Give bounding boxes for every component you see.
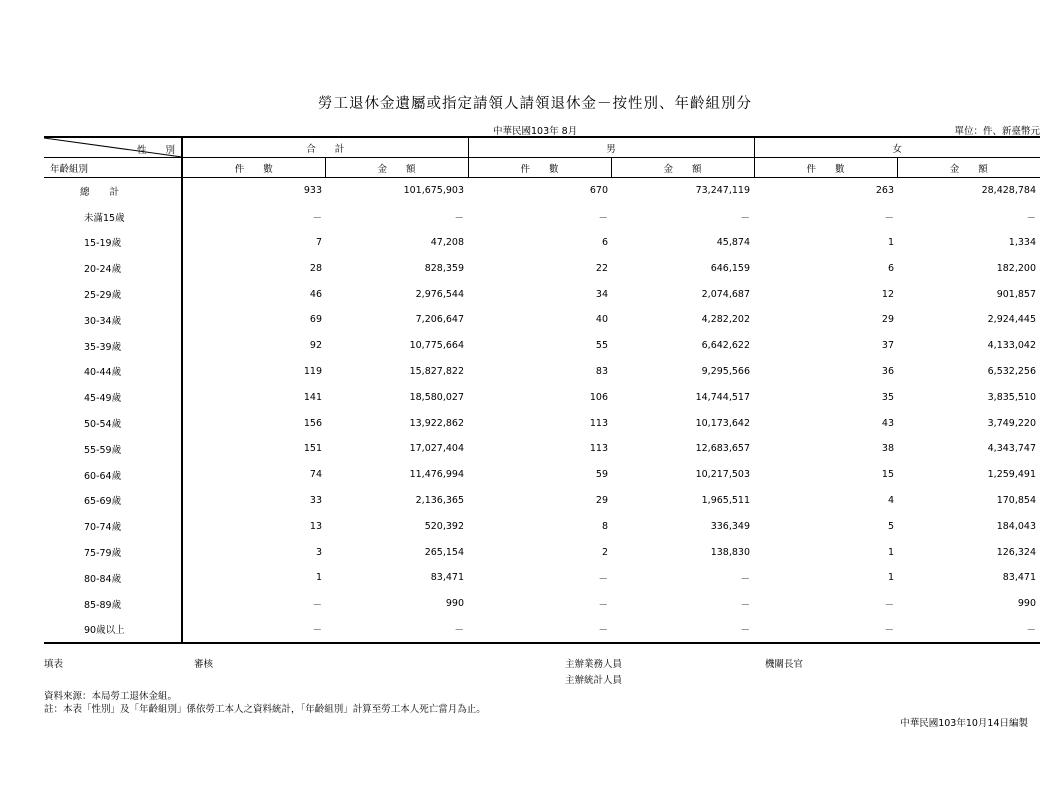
table-row — [44, 410, 1040, 436]
male-amount-cell: 10,217,503 — [695, 469, 750, 481]
total-count-cell: 151 — [303, 443, 322, 455]
table-row — [44, 436, 1040, 462]
total-amount-cell: 10,775,664 — [409, 340, 464, 352]
total-amount-cell: 83,471 — [430, 572, 464, 584]
total-count-cell: － — [312, 212, 322, 224]
female-amount-cell: － — [1026, 212, 1036, 224]
report-date: 中華民國103年 8月 — [493, 126, 578, 137]
total-amount-cell: － — [454, 212, 464, 224]
male-amount-cell: 646,159 — [710, 262, 750, 274]
male-count-cell: 106 — [589, 391, 608, 403]
group-female-header: 女 — [754, 138, 1040, 158]
male-amount-cell: － — [740, 599, 750, 611]
age-group-label: 60-64歲 — [44, 462, 182, 488]
male-count-cell: － — [598, 573, 608, 585]
female-amount-cell: 182,200 — [996, 262, 1036, 274]
count-header: 件 數 — [182, 158, 325, 178]
table-row — [44, 591, 1040, 617]
total-count-cell: 156 — [303, 417, 322, 429]
male-count-cell: 34 — [595, 288, 608, 300]
male-count-cell: － — [598, 599, 608, 611]
male-amount-cell: 73,247,119 — [695, 185, 750, 197]
age-group-label: 總計 — [44, 178, 182, 204]
female-count-cell: 5 — [887, 520, 894, 532]
stats-officer-label: 主辦統計人員 — [565, 675, 623, 686]
source-note: 資料來源：本局勞工退休金組。 — [44, 691, 178, 702]
age-group-label: 未滿15歲 — [44, 204, 182, 230]
total-amount-cell: 17,027,404 — [409, 443, 464, 455]
male-count-cell: 29 — [595, 494, 608, 506]
female-count-cell: 35 — [881, 391, 894, 403]
male-amount-cell: 14,744,517 — [695, 391, 750, 403]
male-count-cell: 83 — [595, 365, 608, 377]
female-count-cell: 263 — [875, 185, 894, 197]
female-amount-cell: 184,043 — [996, 520, 1036, 532]
total-amount-cell: 2,976,544 — [415, 288, 464, 300]
age-group-header: 年齡組別 — [44, 158, 182, 178]
total-count-cell: 92 — [309, 340, 322, 352]
female-count-cell: 1 — [887, 572, 894, 584]
female-amount-cell: 6,532,256 — [987, 365, 1036, 377]
total-count-cell: 74 — [309, 469, 322, 481]
age-group-label: 55-59歲 — [44, 436, 182, 462]
female-count-cell: 15 — [881, 469, 894, 481]
age-group-label: 80-84歲 — [44, 565, 182, 591]
total-amount-cell: 2,136,365 — [415, 494, 464, 506]
table-row — [44, 178, 1040, 204]
age-group-label: 45-49歲 — [44, 384, 182, 410]
male-count-cell: 40 — [595, 314, 608, 326]
female-amount-cell: 170,854 — [996, 494, 1036, 506]
female-amount-cell: 990 — [1017, 598, 1036, 610]
female-count-cell: － — [884, 599, 894, 611]
male-count-cell: 113 — [589, 443, 608, 455]
female-amount-cell: 4,343,747 — [987, 443, 1036, 455]
age-group-label: 15-19歲 — [44, 230, 182, 256]
female-amount-cell: 83,471 — [1002, 572, 1036, 584]
table-row — [44, 462, 1040, 488]
business-officer-label: 主辦業務人員 — [565, 659, 623, 670]
age-group-label: 50-54歲 — [44, 410, 182, 436]
male-count-cell: 8 — [601, 520, 608, 532]
total-count-cell: 69 — [309, 314, 322, 326]
female-count-cell: － — [884, 625, 894, 637]
female-count-cell: － — [884, 212, 894, 224]
total-count-cell: 33 — [309, 494, 322, 506]
group-total-header: 合 計 — [182, 138, 468, 158]
table-row — [44, 230, 1040, 256]
male-amount-cell: 1,965,511 — [701, 494, 750, 506]
age-group-label: 35-39歲 — [44, 333, 182, 359]
age-group-label: 65-69歲 — [44, 488, 182, 514]
total-amount-cell: 265,154 — [424, 546, 464, 558]
reviewer-label: 審核 — [194, 659, 214, 670]
female-count-cell: 38 — [881, 443, 894, 455]
male-amount-cell: － — [740, 625, 750, 637]
total-amount-cell: 15,827,822 — [409, 365, 464, 377]
age-group-label: 40-44歲 — [44, 359, 182, 385]
male-amount-cell: 2,074,687 — [701, 288, 750, 300]
table-row — [44, 384, 1040, 410]
table-row — [44, 307, 1040, 333]
male-count-cell: 113 — [589, 417, 608, 429]
age-group-label: 30-34歲 — [44, 307, 182, 333]
total-amount-cell: 101,675,903 — [403, 185, 464, 197]
age-group-label: 25-29歲 — [44, 281, 182, 307]
group-male-header: 男 — [468, 138, 754, 158]
compiled-date: 中華民國103年10月14日編製 — [900, 718, 1028, 729]
male-amount-cell: 12,683,657 — [695, 443, 750, 455]
female-amount-cell: 3,749,220 — [987, 417, 1036, 429]
female-amount-cell: 28,428,784 — [981, 185, 1036, 197]
table-row — [44, 204, 1040, 230]
table-row — [44, 565, 1040, 591]
male-count-cell: 6 — [601, 236, 608, 248]
table-row — [44, 255, 1040, 281]
table-row — [44, 333, 1040, 359]
female-count-cell: 43 — [881, 417, 894, 429]
report-title: 勞工退休金遺屬或指定請領人請領退休金－按性別、年齡組別分 — [318, 96, 752, 112]
unit-label: 單位：件、新臺幣元 — [954, 126, 1040, 137]
total-amount-cell: 11,476,994 — [409, 469, 464, 481]
table-row — [44, 513, 1040, 539]
amount-header: 金 額 — [325, 158, 468, 178]
count-header: 件 數 — [468, 158, 611, 178]
total-count-cell: 13 — [309, 520, 322, 532]
table-row — [44, 488, 1040, 514]
age-group-label: 70-74歲 — [44, 513, 182, 539]
total-amount-cell: 520,392 — [424, 520, 464, 532]
male-amount-cell: 138,830 — [710, 546, 750, 558]
stats-table — [44, 136, 1040, 644]
female-count-cell: 29 — [881, 314, 894, 326]
female-count-cell: 6 — [887, 262, 894, 274]
total-amount-cell: 18,580,027 — [409, 391, 464, 403]
age-group-label: 75-79歲 — [44, 539, 182, 565]
footnote: 註：本表「性別」及「年齡組別」係依勞工本人之資料統計，「年齡組別」計算至勞工本人死亡當月為止。 — [44, 704, 486, 715]
male-count-cell: 22 — [595, 262, 608, 274]
table-row — [44, 617, 1040, 644]
total-amount-cell: 47,208 — [430, 236, 464, 248]
female-count-cell: 4 — [887, 494, 894, 506]
head-label: 機關長官 — [765, 659, 804, 670]
filler-label: 填表 — [44, 659, 64, 670]
male-count-cell: 2 — [601, 546, 608, 558]
total-amount-cell: 13,922,862 — [409, 417, 464, 429]
male-amount-cell: － — [740, 212, 750, 224]
male-amount-cell: 45,874 — [716, 236, 750, 248]
sex-header: 性 別 — [136, 145, 175, 156]
total-amount-cell: 7,206,647 — [415, 314, 464, 326]
total-count-cell: 46 — [309, 288, 322, 300]
total-count-cell: 141 — [303, 391, 322, 403]
female-amount-cell: － — [1026, 625, 1036, 637]
age-group-label: 90歲以上 — [44, 617, 182, 644]
female-count-cell: 1 — [887, 546, 894, 558]
age-group-label: 20-24歲 — [44, 255, 182, 281]
total-count-cell: 933 — [303, 185, 322, 197]
female-count-cell: 37 — [881, 340, 894, 352]
male-amount-cell: 10,173,642 — [695, 417, 750, 429]
count-header: 件 數 — [754, 158, 897, 178]
male-amount-cell: 336,349 — [710, 520, 750, 532]
male-amount-cell: － — [740, 573, 750, 585]
total-count-cell: 119 — [303, 365, 322, 377]
total-count-cell: － — [312, 625, 322, 637]
female-count-cell: 1 — [887, 236, 894, 248]
male-count-cell: － — [598, 212, 608, 224]
table-row — [44, 359, 1040, 385]
male-count-cell: － — [598, 625, 608, 637]
male-count-cell: 59 — [595, 469, 608, 481]
male-amount-cell: 4,282,202 — [701, 314, 750, 326]
female-amount-cell: 1,259,491 — [987, 469, 1036, 481]
total-amount-cell: － — [454, 625, 464, 637]
female-amount-cell: 1,334 — [1008, 236, 1036, 248]
total-count-cell: 7 — [315, 236, 322, 248]
female-amount-cell: 126,324 — [996, 546, 1036, 558]
total-count-cell: 1 — [315, 572, 322, 584]
amount-header: 金 額 — [611, 158, 754, 178]
total-count-cell: － — [312, 599, 322, 611]
female-count-cell: 36 — [881, 365, 894, 377]
header-corner — [44, 138, 182, 158]
male-count-cell: 670 — [589, 185, 608, 197]
total-count-cell: 28 — [309, 262, 322, 274]
female-count-cell: 12 — [881, 288, 894, 300]
table-body — [44, 178, 1040, 644]
total-count-cell: 3 — [315, 546, 322, 558]
amount-header: 金 額 — [897, 158, 1040, 178]
male-amount-cell: 9,295,566 — [701, 365, 750, 377]
female-amount-cell: 3,835,510 — [987, 391, 1036, 403]
female-amount-cell: 4,133,042 — [987, 340, 1036, 352]
female-amount-cell: 901,857 — [996, 288, 1036, 300]
female-amount-cell: 2,924,445 — [987, 314, 1036, 326]
age-group-label: 85-89歲 — [44, 591, 182, 617]
male-count-cell: 55 — [595, 340, 608, 352]
table-row — [44, 281, 1040, 307]
table-row — [44, 539, 1040, 565]
male-amount-cell: 6,642,622 — [701, 340, 750, 352]
total-amount-cell: 828,359 — [424, 262, 464, 274]
total-amount-cell: 990 — [445, 598, 464, 610]
